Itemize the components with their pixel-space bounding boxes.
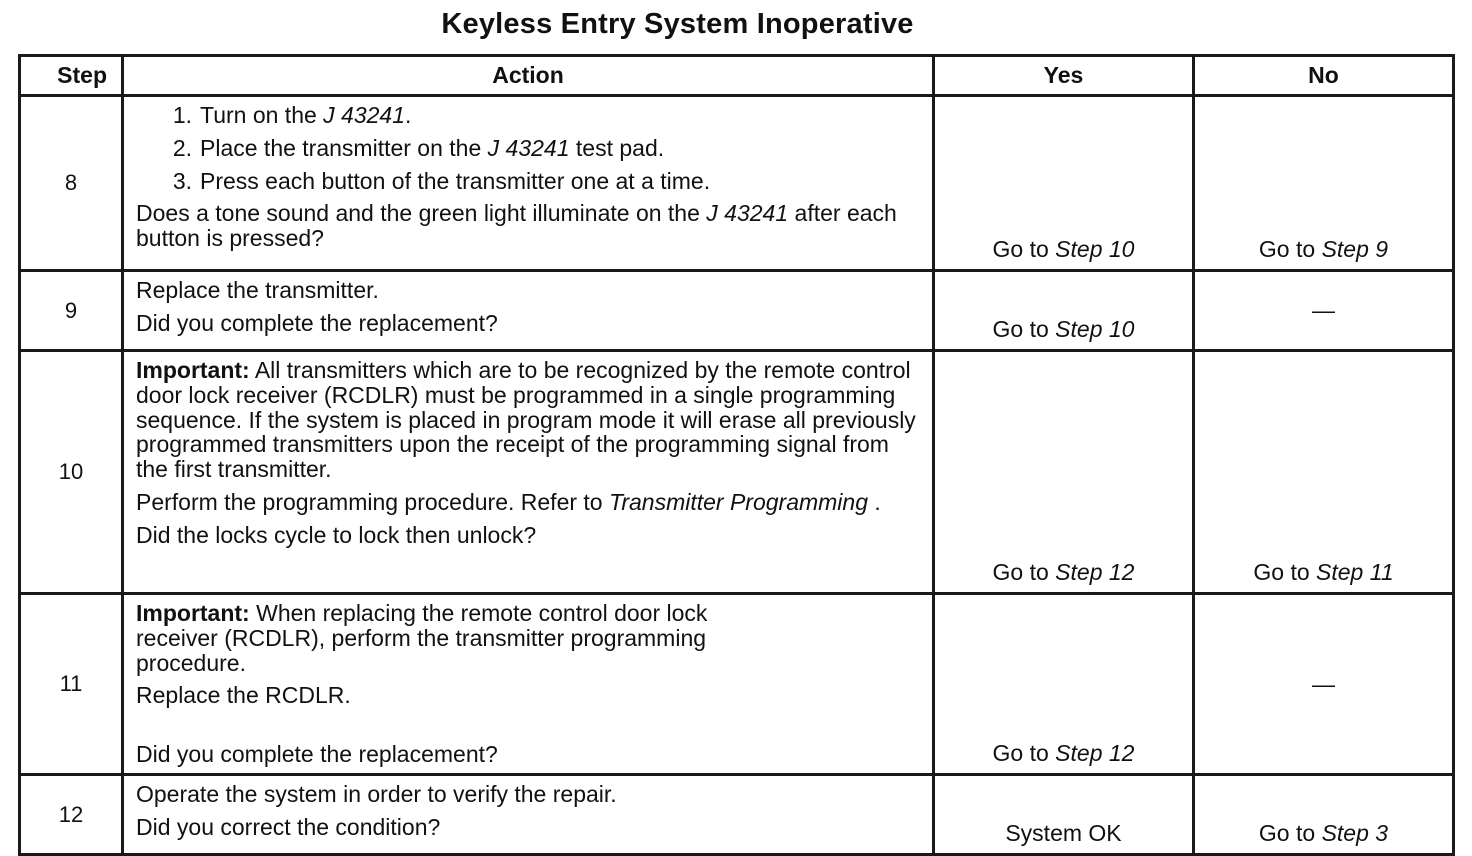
step-number: 8	[20, 96, 123, 271]
action-cell	[123, 271, 934, 351]
question-text: Did you complete the replacement?	[136, 741, 498, 768]
action-cell	[123, 775, 934, 855]
header-action: Action	[123, 56, 934, 96]
table-row-step-10	[20, 351, 1454, 594]
question-text: Did the locks cycle to lock then unlock?	[136, 521, 537, 548]
no-result: Go to Step 11	[1194, 351, 1454, 594]
step-number: 9	[20, 271, 123, 351]
step-number: 10	[20, 351, 123, 594]
no-result: Go to Step 9	[1194, 96, 1454, 271]
action-text: Replace the transmitter.	[136, 277, 379, 303]
action-cell	[123, 351, 934, 594]
header-no: No	[1194, 56, 1454, 96]
action-text: Perform the programming procedure. Refer to Transmitter Programming .	[136, 489, 881, 516]
question-text: Did you complete the replacement?	[136, 309, 498, 336]
step-number: 12	[20, 775, 123, 855]
yes-result: Go to Step 10	[934, 96, 1194, 271]
step-number: 11	[20, 594, 123, 775]
table-row-step-11	[20, 594, 1454, 775]
action-text: Replace the RCDLR.	[136, 682, 351, 709]
important-note: Important: All transmitters which are to be recognized by the remote control door lock receiver (RCDLR) must be programmed in a single programming sequence. If the system is placed in program mode it will erase all previously programmed transmitters upon the receipt of the programming signal from the first transmitter.	[136, 357, 916, 483]
header-step: Step	[20, 56, 123, 96]
no-result: —	[1194, 271, 1454, 351]
table-row-step-12	[20, 775, 1454, 855]
yes-result: Go to Step 12	[934, 351, 1194, 594]
yes-result: Go to Step 10	[934, 271, 1194, 351]
action-cell	[123, 96, 934, 271]
list-item: 2. Place the transmitter on the J 43241 test pad.	[172, 134, 665, 161]
yes-result: Go to Step 12	[934, 594, 1194, 775]
yes-result: System OK	[934, 775, 1194, 855]
list-item: 3. Press each button of the transmitter one at a time.	[172, 167, 711, 194]
page-title: Keyless Entry System Inoperative	[441, 8, 914, 40]
important-note: Important: When replacing the remote control door lock receiver (RCDLR), perform the transmitter programming procedure.	[136, 600, 708, 676]
header-yes: Yes	[934, 56, 1194, 96]
diagnostic-table	[18, 54, 1455, 856]
question-text: Did you correct the condition?	[136, 813, 441, 840]
table-header-row	[20, 56, 1454, 96]
no-result: Go to Step 3	[1194, 775, 1454, 855]
no-result: —	[1194, 594, 1454, 775]
list-item: 1. Turn on the J 43241.	[172, 102, 412, 128]
question-text: Does a tone sound and the green light illuminate on the J 43241 after each button is pressed?	[136, 200, 897, 252]
action-cell	[123, 594, 934, 775]
table-row-step-9	[20, 271, 1454, 351]
table-row-step-8	[20, 96, 1454, 271]
action-text: Operate the system in order to verify the repair.	[136, 781, 617, 808]
